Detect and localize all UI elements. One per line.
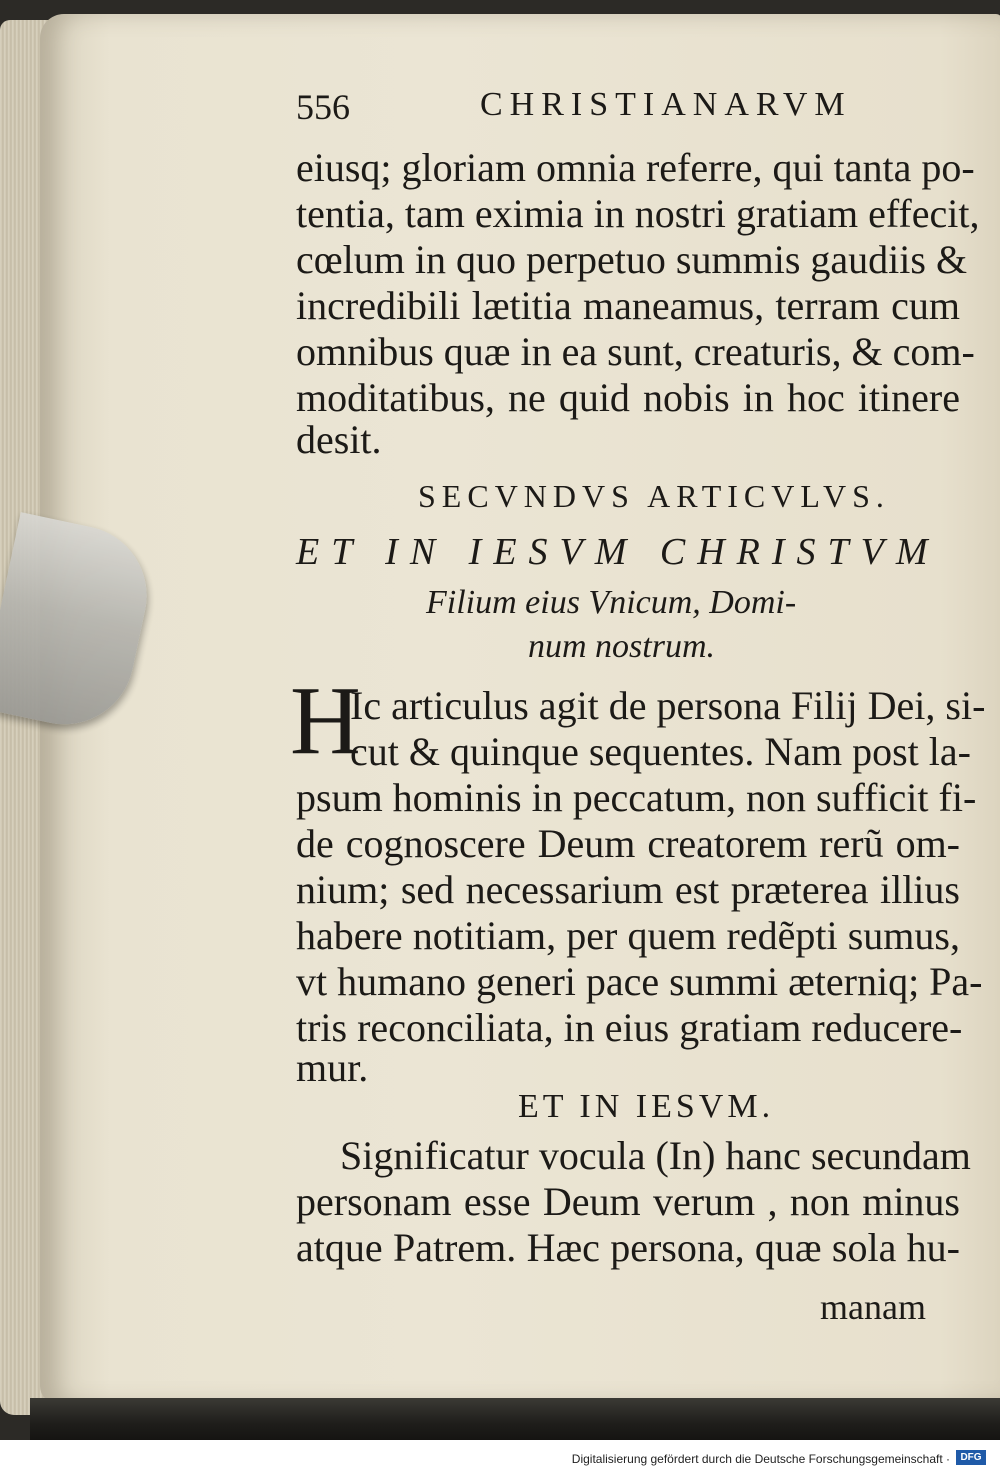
text-line: cœlum in quo perpetuo summis gaudiis & (296, 237, 968, 282)
text-line: omnibus quæ in ea sunt, creaturis, & com- (296, 329, 975, 374)
drop-cap: H (290, 667, 361, 775)
catchword: manam (820, 1287, 926, 1327)
text-line: psum hominis in peccatum, non sufficit fi- (296, 775, 977, 820)
text-line: desit. (296, 417, 382, 462)
text-line: moditatibus, ne quid nobis in hoc itinere (296, 375, 960, 420)
section-subheading: ET IN IESVM. (518, 1088, 775, 1125)
text-line: mur. (296, 1045, 369, 1090)
article-title-line: Filium eius Vnicum, Domi- (426, 584, 797, 621)
article-title-line: num nostrum. (528, 628, 716, 665)
text-line: habere notitiam, per quem redẽpti sumus, (296, 913, 960, 958)
text-line: Ic articulus agit de persona Filij Dei, si- (350, 683, 986, 728)
article-heading: SECVNDVS ARTICVLVS. (418, 478, 890, 514)
text-line: tentia, tam eximia in nostri gratiam effecit, (296, 191, 980, 236)
text-line: nium; sed necessarium est præterea illius (296, 867, 960, 912)
text-line: incredibili lætitia maneamus, terram cum (296, 283, 960, 328)
funding-notice: Digitalisierung gefördert durch die Deutsche Forschungsgemeinschaft · (571, 1452, 950, 1466)
dfg-logo-icon: DFG (956, 1450, 986, 1465)
text-line: Significatur vocula (In) hanc secundam (340, 1133, 971, 1178)
text-line: eiusq; gloriam omnia referre, qui tanta po- (296, 145, 975, 190)
page-number: 556 (296, 87, 350, 127)
text-line: vt humano generi pace summi æterniq; Pa- (296, 959, 983, 1004)
text-line: personam esse Deum verum , non minus (296, 1179, 960, 1224)
text-line: atque Patrem. Hæc persona, quæ sola hu- (296, 1225, 960, 1270)
article-title-line: ET IN IESVM CHRISTVM (296, 531, 940, 573)
footer-bar (0, 1440, 1000, 1474)
running-title: CHRISTIANARVM (480, 86, 852, 123)
text-line: tris reconciliata, in eius gratiam reducere- (296, 1005, 963, 1050)
text-line: de cognoscere Deum creatorem rerũ om- (296, 821, 960, 866)
text-line: cut & quinque sequentes. Nam post la- (350, 729, 971, 774)
book-bottom-edge (30, 1398, 1000, 1440)
